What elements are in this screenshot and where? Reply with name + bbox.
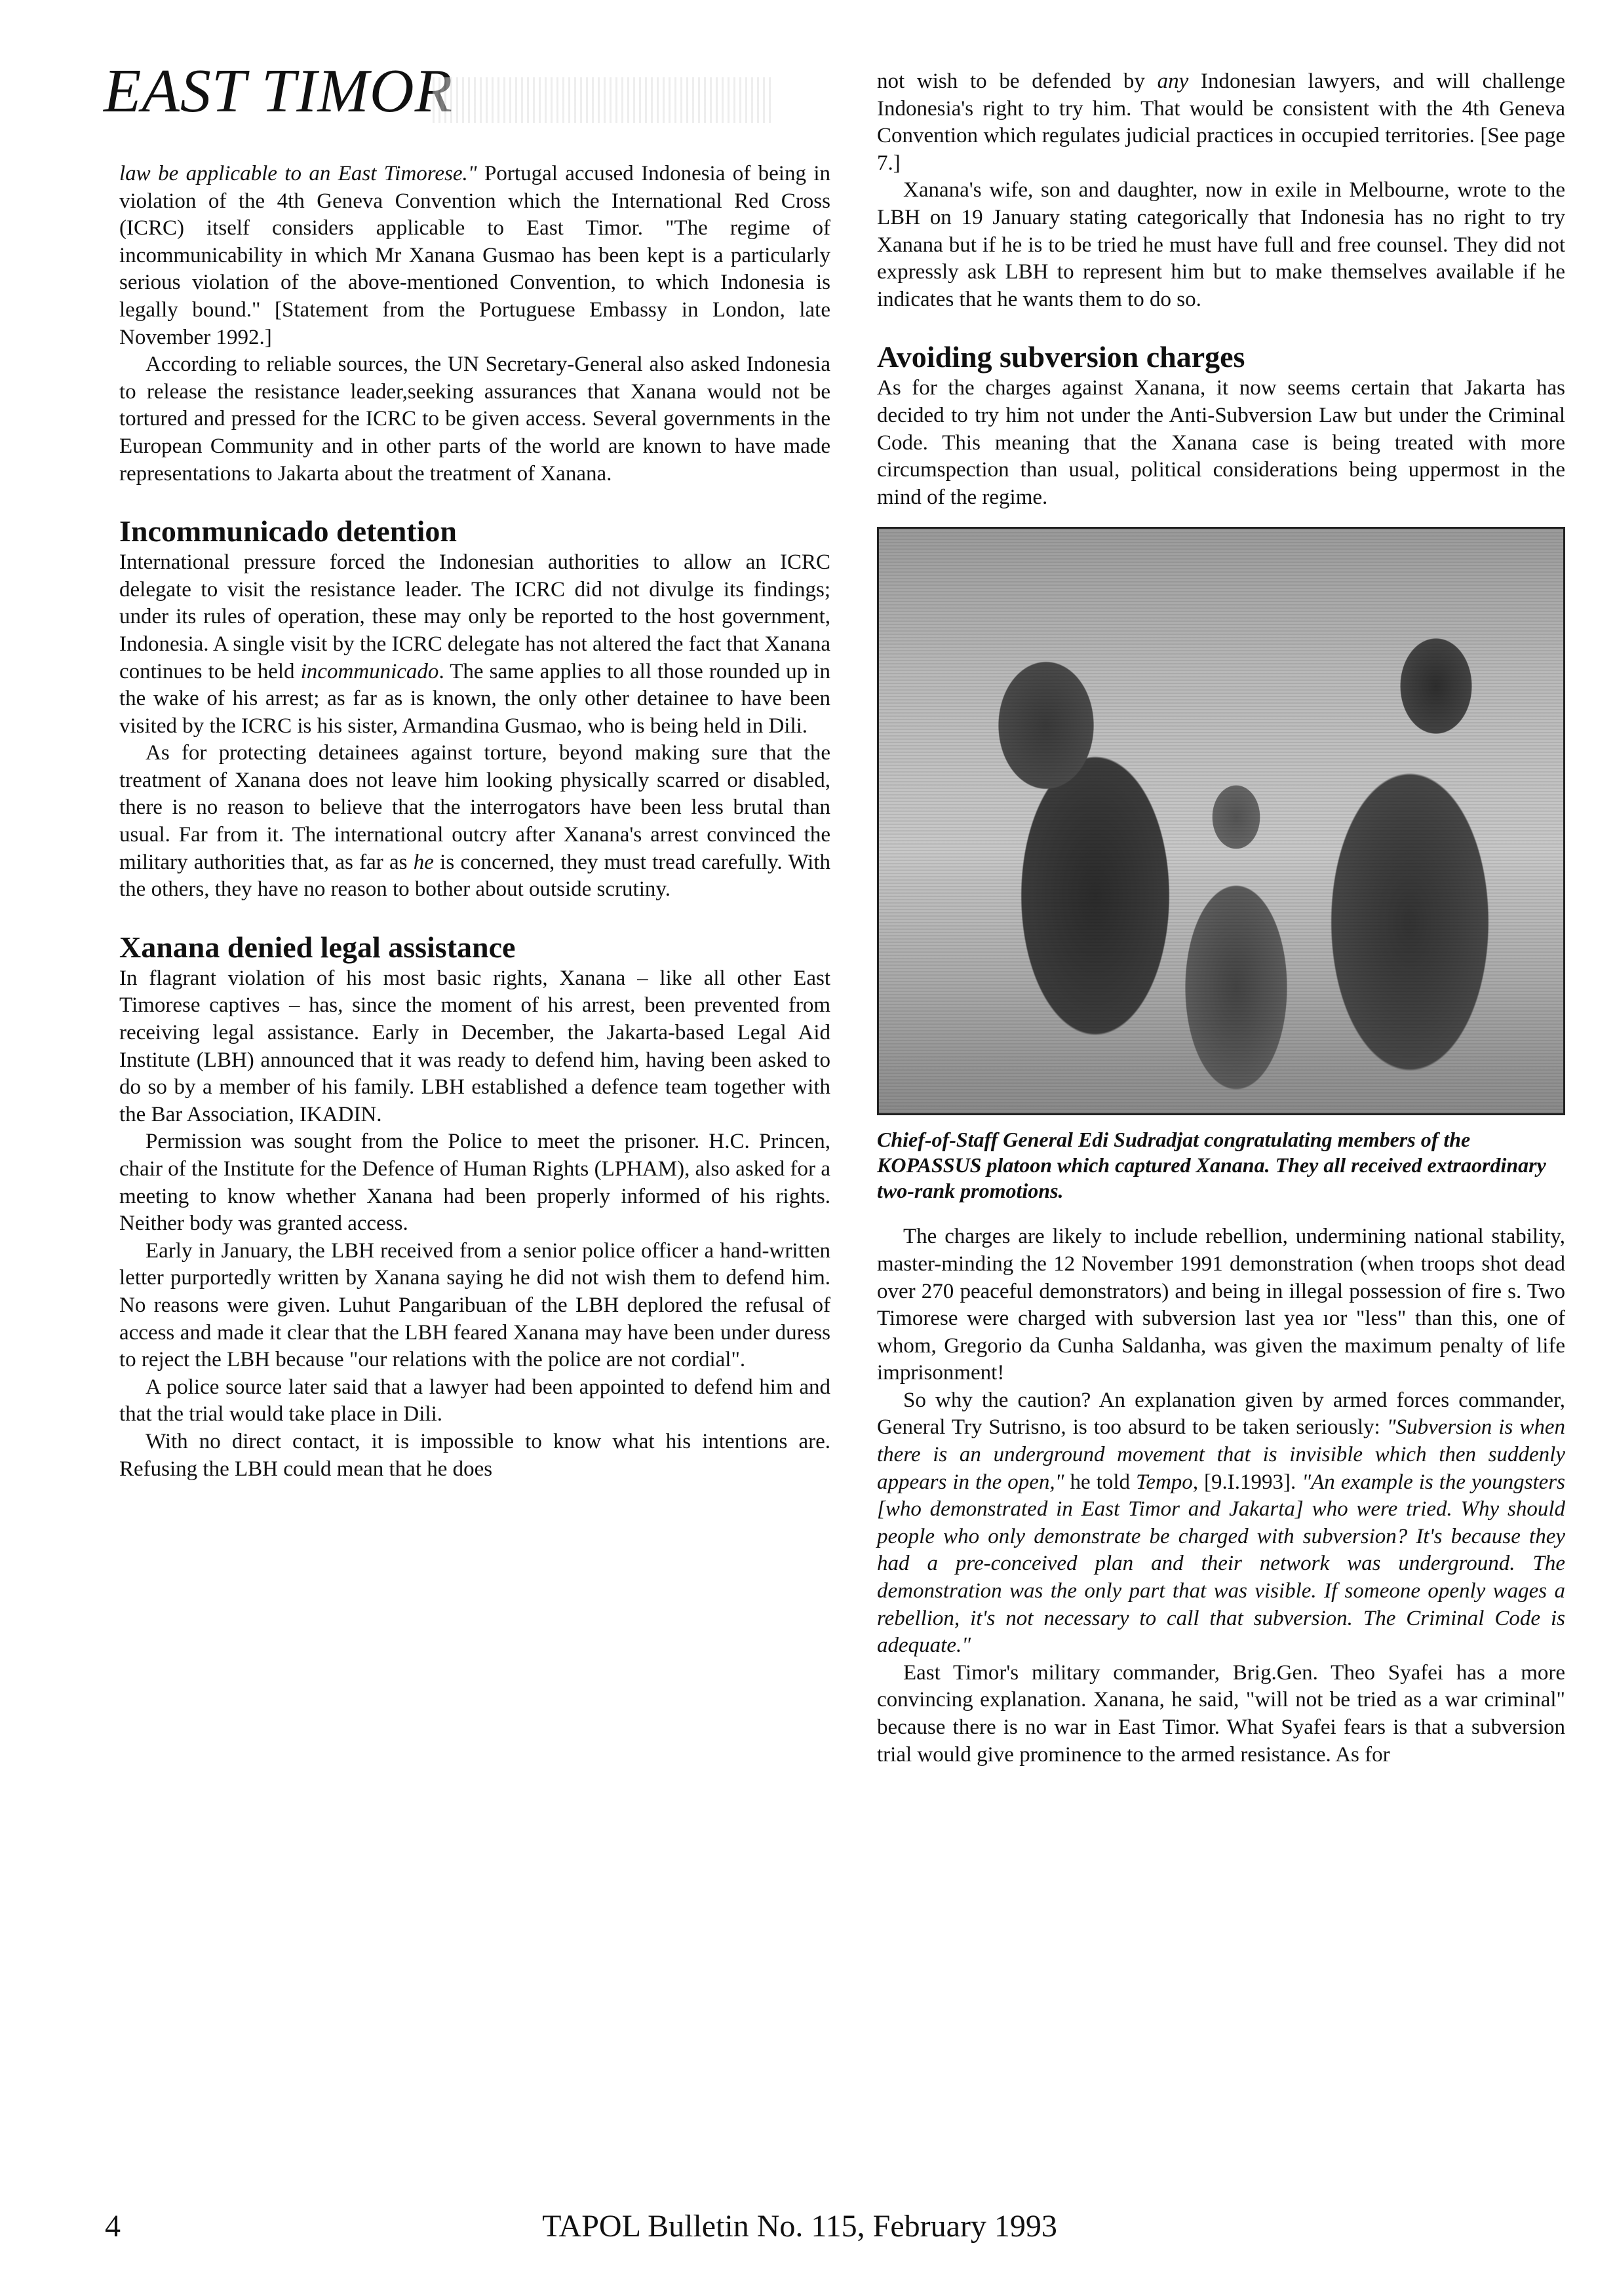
- article-paragraph: Xanana's wife, son and daughter, now in exile in Melbourne, wrote to the LBH on 19 January stating categorically that Indonesia has no right to try Xanana but if he is to be tried he must have full and free counsel. They did not expressly ask LBH to represent him but to make themselves available if he indicates that he wants them to do so.: [877, 178, 1565, 311]
- article-paragraph: So why the caution? An explanation given by armed forces commander, General Try Sutrisno, is too absurd to be taken seriously: "Subversion is when there is an underground movement that is invisible which then suddenly appears in the open," he told Tempo, [9.I.1993]. "An example is the youngsters [who demonstrated in East Timor and Jakarta] who were tried. Why should people who only demonstrate be charged with subversion? It's because they had a pre-conceived plan and their network was underground. The demonstration was the only part that was visible. If someone openly wages a rebellion, it's not necessary to call that subversion. The Criminal Code is adequate.": [877, 1388, 1565, 1658]
- photo-halftone: [879, 529, 1563, 1113]
- article-paragraph: As for protecting detainees against torture, beyond making sure that the treatment of Xanana does not leave him looking physically scarred or disabled, there is no reason to believe that the interrogators have been less brutal than usual. Far from it. The international outcry after Xanana's arrest convinced the military authorities that, as far as he is concerned, they must tread carefully. With the others, they have no reason to bother about outside scrutiny.: [119, 741, 830, 902]
- article-paragraph: Permission was sought from the Police to meet the prisoner. H.C. Princen, chair of the Institute for the Defence of Human Rights (LPHAM), also asked for a meeting to know whether Xanana had been properly informed of his rights. Neither body was granted access.: [119, 1130, 830, 1236]
- page-number: 4: [105, 2209, 121, 2244]
- article-paragraph: With no direct contact, it is impossible to know what his intentions are. Refusing the LBH could mean that he does: [119, 1429, 830, 1481]
- quote-italic: law be applicable to an East Timorese.": [119, 162, 477, 185]
- section-title: EAST TIMOR: [104, 57, 454, 125]
- article-paragraph: law be applicable to an East Timorese." Portugal accused Indonesia of being in violation of the 4th Geneva Convention which the International Red Cross (ICRC) itself considers applicable to East Timor. "The regime of incommunicability in which Mr Xanana Gusmao has been kept is a particularly serious violation of the above-mentioned Convention, to which Indonesia is legally bound." [Statement from the Portuguese Embassy in London, late November 1992.]: [119, 162, 830, 349]
- left-column: [119, 161, 830, 1483]
- article-paragraph: In flagrant violation of his most basic rights, Xanana – like all other East Timorese captives – has, since the moment of his arrest, been prevented from receiving legal assistance. Early in December, the Jakarta-based Legal Aid Institute (LBH) announced that it was ready to defend him, having been asked to do so by a member of his family. LBH established a defence team together with the Bar Association, IKADIN.: [119, 966, 830, 1126]
- article-paragraph: The charges are likely to include rebellion, undermining national stability, master-minding the 12 November 1991 demonstration (when troops shot dead over 270 peaceful demonstrators) and being in illegal possession of fire s. Two Timorese were charged with subversion last yea ıor "less" than this, one of whom, Gregorio da Cunha Saldanha, was given the maximum penalty of life imprisonment!: [877, 1225, 1565, 1385]
- subheading-incommunicado: Incommunicado detention: [119, 514, 457, 548]
- article-paragraph: As for the charges against Xanana, it now seems certain that Jakarta has decided to try him not under the Anti-Subversion Law but under the Criminal Code. This meaning that the Xanana case is being treated with more circumspection than usual, political considerations being uppermost in the mind of the regime.: [877, 376, 1565, 509]
- subheading-subversion: Avoiding subversion charges: [877, 340, 1245, 374]
- subheading-legal-assistance: Xanana denied legal assistance: [119, 930, 516, 964]
- article-paragraph: According to reliable sources, the UN Secretary-General also asked Indonesia to release the resistance leader,seeking assurances that Xanana would not be tortured and pressed for the ICRC to be given access. Several governments in the European Community and in other parts of the world are known to have made representations to Jakarta about the treatment of Xanana.: [119, 353, 830, 486]
- article-paragraph: International pressure forced the Indonesian authorities to allow an ICRC delegate to visit the resistance leader. The ICRC did not divulge its findings; under its rules of operation, these may only be reported to the host government, Indonesia. A single visit by the ICRC delegate has not altered the fact that Xanana continues to be held incommunicado. The same applies to all those rounded up in the wake of his arrest; as far as is known, the only other detainee to have been visited by the ICRC is his sister, Armandina Gusmao, who is being held in Dili.: [119, 550, 830, 738]
- article-paragraph: East Timor's military commander, Brig.Gen. Theo Syafei has a more convincing explanation. Xanana, he said, "will not be tried as a war criminal" because there is no war in East Timor. What Syafei fears is that a subversion trial would give prominence to the armed resistance. As for: [877, 1660, 1565, 1767]
- article-paragraph: not wish to be defended by any Indonesian lawyers, and will challenge Indonesia's right to try him. That would be consistent with the 4th Geneva Convention which regulates judicial practices in occupied territories. [See page 7.]: [877, 69, 1565, 175]
- header-decoration: [433, 77, 773, 123]
- article-paragraph: A police source later said that a lawyer had been appointed to defend him and that the trial would take place in Dili.: [119, 1375, 830, 1426]
- article-paragraph: Early in January, the LBH received from a senior police officer a hand-written letter purportedly written by Xanana saying he did not wish them to defend him. No reasons were given. Luhut Pangaribuan of the LBH deplored the refusal of access and made it clear that the LBH feared Xanana may have been under duress to reject the LBH because "our relations with the police are not cordial".: [119, 1238, 830, 1372]
- publication-footer: TAPOL Bulletin No. 115, February 1993: [542, 2209, 1057, 2244]
- photo-caption: Chief-of-Staff General Edi Sudradjat congratulating members of the KOPASSUS platoon which captured Xanana. They all received extraordinary two-rank promotions.: [877, 1128, 1546, 1203]
- news-photo: [877, 527, 1565, 1115]
- right-column: [877, 68, 1565, 1769]
